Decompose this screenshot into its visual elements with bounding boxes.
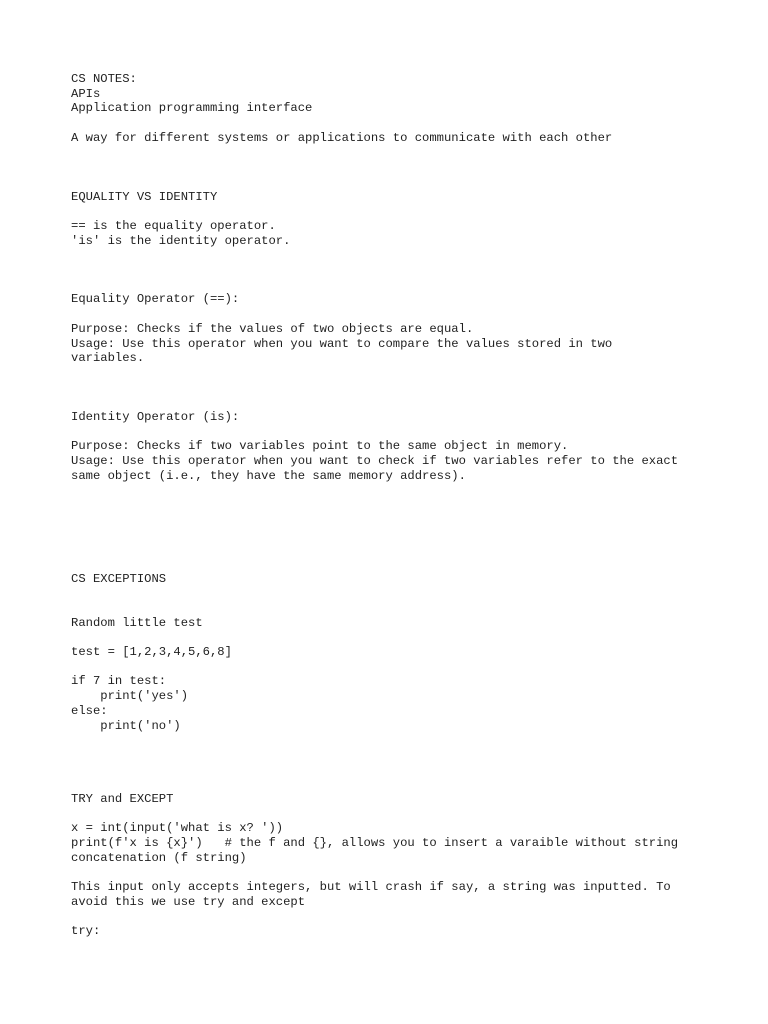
blank-line [71, 395, 721, 410]
blank-line [71, 733, 721, 748]
blank-line [71, 425, 721, 440]
document-line: print(f'x is {x}') # the f and {}, allows you to insert a varaible without string [71, 836, 679, 851]
document-line: A way for different systems or applications to communicate with each other [71, 130, 613, 145]
document-line: Equality Operator (==): [71, 292, 240, 307]
document-line: Random little test [71, 615, 203, 630]
blank-line [71, 366, 721, 381]
document-line: print('no') [71, 718, 181, 733]
document-line: Purpose: Checks if two variables point to the same object in memory. [71, 439, 569, 454]
document-line: else: [71, 703, 108, 718]
blank-line [71, 248, 721, 263]
blank-line [71, 263, 721, 278]
document-line: Application programming interface [71, 101, 313, 116]
blank-line [71, 528, 721, 543]
blank-line [71, 513, 721, 528]
blank-line [71, 542, 721, 557]
blank-line [71, 146, 721, 161]
blank-line [71, 630, 721, 645]
blank-line [71, 278, 721, 293]
document-line: APIs [71, 86, 101, 101]
document-line: concatenation (f string) [71, 850, 247, 865]
blank-line [71, 498, 721, 513]
document-line: Usage: Use this operator when you want to compare the values stored in two [71, 336, 613, 351]
document-line: x = int(input('what is x? ')) [71, 821, 284, 836]
document-line: variables. [71, 351, 145, 366]
blank-line [71, 763, 721, 778]
blank-line [71, 483, 721, 498]
document-line: test = [1,2,3,4,5,6,8] [71, 645, 232, 660]
blank-line [71, 557, 721, 572]
blank-line [71, 116, 721, 131]
document-line: This input only accepts integers, but will crash if say, a string was inputted. To [71, 880, 671, 895]
blank-line [71, 748, 721, 763]
document-line: CS EXCEPTIONS [71, 571, 167, 586]
blank-line [71, 601, 721, 616]
document-line: CS NOTES: [71, 72, 137, 86]
document-line: 'is' is the identity operator. [71, 233, 291, 248]
document-line: EQUALITY VS IDENTITY [71, 189, 218, 204]
blank-line [71, 910, 721, 925]
document-body [71, 72, 721, 939]
blank-line [71, 160, 721, 175]
blank-line [71, 175, 721, 190]
blank-line [71, 660, 721, 675]
blank-line [71, 777, 721, 792]
document-line: try: [71, 924, 101, 939]
document-line: same object (i.e., they have the same memory address). [71, 468, 466, 483]
blank-line [71, 381, 721, 396]
document-line: if 7 in test: [71, 674, 167, 689]
blank-line [71, 586, 721, 601]
document-line: TRY and EXCEPT [71, 792, 174, 807]
blank-line [71, 307, 721, 322]
document-line: == is the equality operator. [71, 218, 276, 233]
document-line: Identity Operator (is): [71, 409, 240, 424]
blank-line [71, 866, 721, 881]
blank-line [71, 807, 721, 822]
document-line: Usage: Use this operator when you want to check if two variables refer to the exact [71, 454, 679, 469]
document-line: avoid this we use try and except [71, 894, 306, 909]
blank-line [71, 204, 721, 219]
document-line: Purpose: Checks if the values of two objects are equal. [71, 321, 474, 336]
document-line: print('yes') [71, 689, 189, 704]
